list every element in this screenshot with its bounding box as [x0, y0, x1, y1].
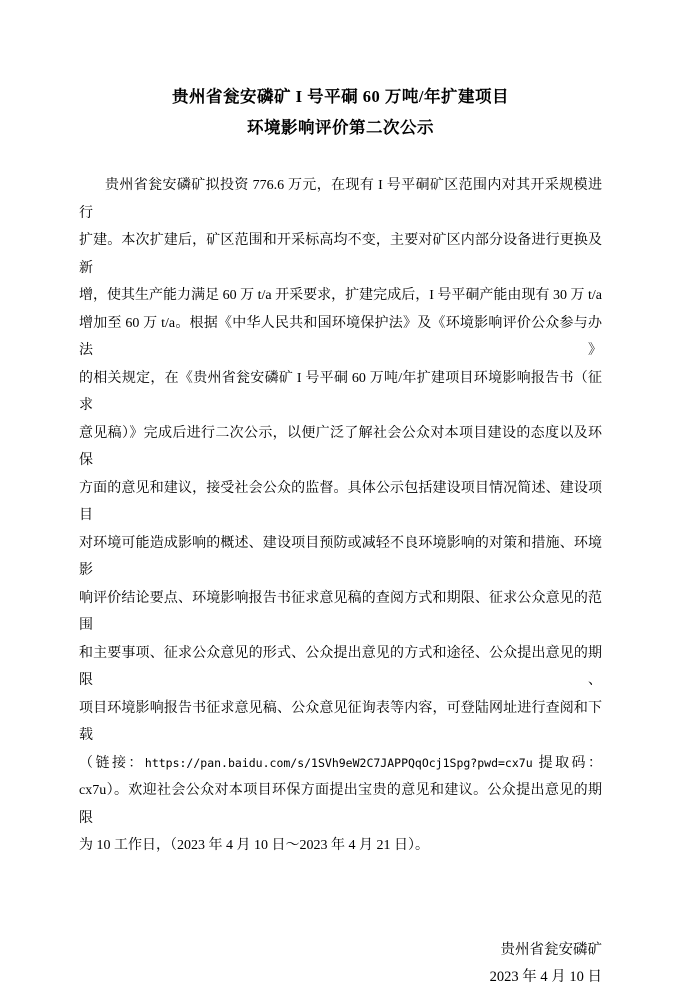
- paragraph-line: （链接：https://pan.baidu.com/s/1SVh9eW2C7JAPPQqOcj1Spg?pwd=cx7u 提取码：: [79, 755, 603, 771]
- paragraph-line: 贵州省瓮安磷矿拟投资 776.6 万元，在现有 I 号平硐矿区范围内对其开采规模进行: [79, 178, 602, 221]
- paragraph-line: 响评价结论要点、环境影响报告书征求意见稿的查阅方式和期限、征求公众意见的范围: [79, 590, 602, 633]
- paragraph-line: 对环境可能造成影响的概述、建设项目预防或减轻不良环境影响的对策和措施、环境影: [79, 535, 602, 578]
- signature-block: [79, 937, 602, 992]
- paragraph-line: 意见稿）》完成后进行二次公示，以便广泛了解社会公众对本项目建设的态度以及环保: [79, 425, 602, 468]
- paragraph-line: 增，使其生产能力满足 60 万 t/a 开采要求，扩建完成后，I 号平硐产能由现有 30 万 t/a: [79, 288, 602, 303]
- signature-date: 2023 年 4 月 10 日: [489, 969, 602, 985]
- document-title: [79, 81, 602, 143]
- title-line-1: 贵州省瓮安磷矿 I 号平硐 60 万吨/年扩建项目: [171, 87, 509, 106]
- pan-baidu-link-text: https://pan.baidu.com/s/1SVh9eW2C7JAPPQqOcj1Spg?pwd=cx7u: [144, 755, 533, 770]
- paragraph-line: 扩建。本次扩建后，矿区范围和开采标高均不变，主要对矿区内部分设备进行更换及新: [79, 233, 602, 276]
- paragraph-line: 增加至 60 万 t/a。根据《中华人民共和国环境保护法》及《环境影响评价公众参与办法》: [79, 315, 602, 358]
- document-body: [79, 172, 602, 860]
- paragraph-line: 为 10 工作日，（2023 年 4 月 10 日～2023 年 4 月 21 日）。: [79, 838, 429, 853]
- paragraph-line: 的相关规定，在《贵州省瓮安磷矿 I 号平硐 60 万吨/年扩建项目环境影响报告书（征求: [79, 370, 602, 413]
- title-line-2: 环境影响评价第二次公示: [247, 118, 434, 137]
- paragraph-line: cx7u）。欢迎社会公众对本项目环保方面提出宝贵的意见和建议。公众提出意见的期限: [79, 783, 602, 826]
- paragraph-line: 项目环境影响报告书征求意见稿、公众意见征询表等内容，可登陆网址进行查阅和下载: [79, 700, 602, 743]
- paragraph-line: 方面的意见和建议，接受社会公众的监督。具体公示包括建设项目情况简述、建设项目: [79, 480, 602, 523]
- signature-name: 贵州省瓮安磷矿: [500, 941, 602, 958]
- paragraph-line: 和主要事项、征求公众意见的形式、公众提出意见的方式和途径、公众提出意见的期限、: [79, 645, 602, 688]
